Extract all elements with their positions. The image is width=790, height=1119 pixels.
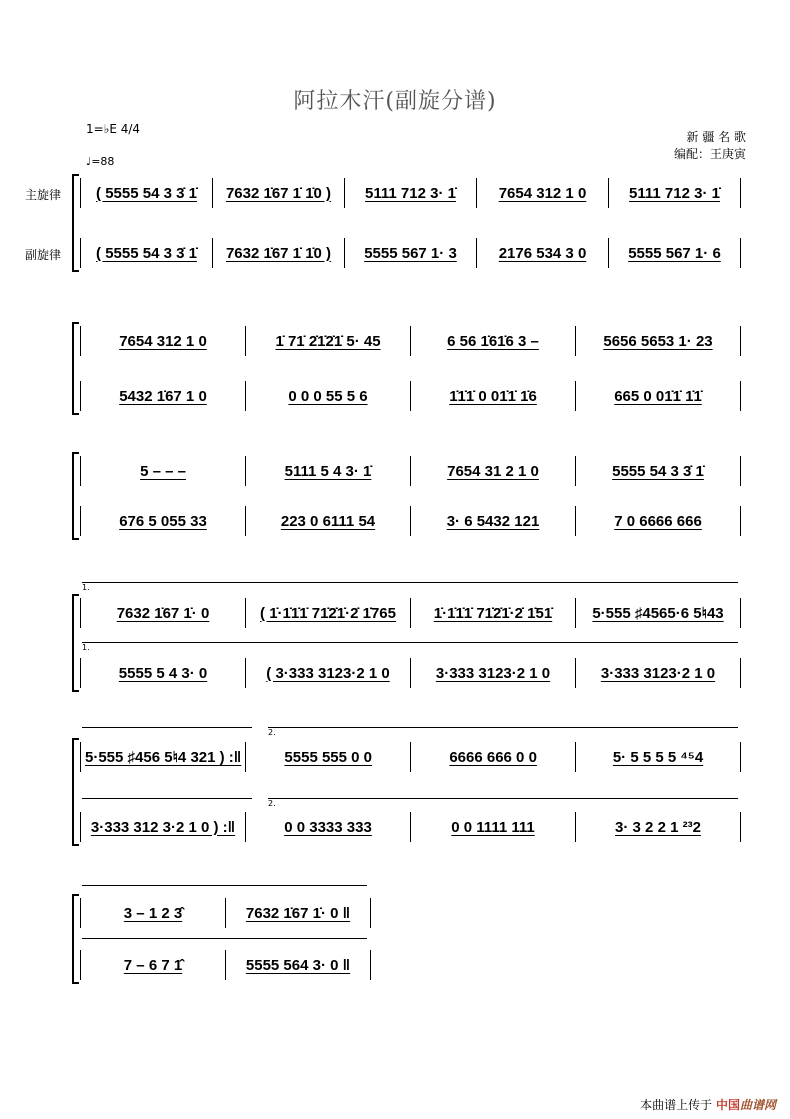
volta-label: 2. — [268, 728, 276, 737]
measure: 3·333 312 3·2 1 0 ) :‖ — [81, 812, 246, 842]
volta-label: 2. — [268, 799, 276, 808]
measure: 665 0 01̇1̇ 1̇1̇ — [576, 381, 741, 411]
measure: 7 0 6666 666 — [576, 506, 741, 536]
volta-2-sub — [268, 798, 738, 808]
measure: 3 – 1 2 3̂ — [81, 898, 226, 928]
site-logo: 中国 — [715, 1098, 740, 1112]
staff-sub-row-4 — [80, 658, 741, 688]
measure: 5111 712 3· 1̇ — [609, 178, 741, 208]
volta-1-main — [82, 582, 738, 592]
measure: 5 – – – — [81, 456, 246, 486]
measure: 1̇·1̇1̇1̇ 71̇2̇1̇·2̇ 1̇51̇ — [411, 598, 576, 628]
score-title: 阿拉木汗(副旋分谱) — [293, 89, 497, 114]
measure: 5555 5 4 3· 0 — [81, 658, 246, 688]
measure: 7 – 6 7 1̂ — [81, 950, 226, 980]
measure: 7632 1̇67 1̇· 0 ‖ — [226, 898, 371, 928]
measure: 3· 3 2 2 1 ²³2 — [576, 812, 741, 842]
footer-text: 本曲谱上传于 — [640, 1098, 713, 1112]
arranger-credit: 编配：王庚寅 — [673, 147, 746, 161]
measure: 1̇1̇1̇ 0 01̇1̇ 1̇6 — [411, 381, 576, 411]
measure: 223 0 6111 54 — [246, 506, 411, 536]
measure: 5·555 ♯4565·6 5♮43 — [576, 598, 741, 628]
measure: 3·333 3123·2 1 0 — [576, 658, 741, 688]
volta-1-end-sub — [82, 798, 252, 799]
measure: 6 56 1̇61̇6 3 – — [411, 326, 576, 356]
measure: 0 0 1111 111 — [411, 812, 576, 842]
staff-main-row-6 — [80, 898, 371, 928]
staff-main-row-4 — [80, 598, 741, 628]
staff-sub-row-5 — [80, 812, 741, 842]
staff-main-row-1 — [25, 178, 741, 208]
tempo-marking: ♩=88 — [86, 155, 115, 168]
staff-bracket — [72, 174, 79, 272]
measure: ( 5555 54 3 3̇ 1̇ — [81, 238, 213, 268]
staff-bracket — [72, 894, 79, 984]
measure: 5·555 ♯456 5♮4 321 ) :‖ — [81, 742, 246, 772]
measure: ( 3·333 3123·2 1 0 — [246, 658, 411, 688]
volta-label: 1. — [82, 643, 90, 652]
measure: 6666 666 0 0 — [411, 742, 576, 772]
measure: 3· 6 5432 121 — [411, 506, 576, 536]
measure: 5555 54 3 3̇ 1̇ — [576, 456, 741, 486]
measure: 5555 555 0 0 — [246, 742, 411, 772]
staff-sub-row-2 — [80, 381, 741, 411]
volta-1-sub — [82, 642, 738, 652]
staff-sub-row-1 — [25, 238, 741, 268]
measure: 5· 5 5 5 5 ⁴⁵4 — [576, 742, 741, 772]
measure: 5656 5653 1· 23 — [576, 326, 741, 356]
staff-bracket — [72, 322, 79, 415]
measure: 3·333 3123·2 1 0 — [411, 658, 576, 688]
staff-bracket — [72, 452, 79, 540]
staff-sub-row-6 — [80, 950, 371, 980]
measure: 676 5 055 33 — [81, 506, 246, 536]
staff-main-row-5 — [80, 742, 741, 772]
part-label-sub: 副旋律 — [25, 248, 62, 262]
measure: 0 0 0 55 5 6 — [246, 381, 411, 411]
measure: 5111 712 3· 1̇ — [345, 178, 477, 208]
site-logo-2: 曲谱网 — [739, 1098, 776, 1112]
staff-main-row-2 — [80, 326, 741, 356]
volta-end-sub — [82, 938, 367, 939]
measure: 0 0 3333 333 — [246, 812, 411, 842]
staff-sub-row-3 — [80, 506, 741, 536]
measure: 5432 1̇67 1 0 — [81, 381, 246, 411]
measure: 7632 1̇67 1̇ 1̇0 ) — [213, 238, 345, 268]
measure: 5555 567 1· 3 — [345, 238, 477, 268]
measure: 5555 567 1· 6 — [609, 238, 741, 268]
volta-end-main — [82, 885, 367, 886]
staff-bracket — [72, 738, 79, 846]
footer-watermark — [640, 1096, 776, 1113]
measure: 1̇ 71̇ 2̇1̇2̇1̇ 5· 45 — [246, 326, 411, 356]
measure: 7654 312 1 0 — [81, 326, 246, 356]
staff-bracket — [72, 594, 79, 692]
measure: ( 5555 54 3 3̇ 1̇ — [81, 178, 213, 208]
volta-label: 1. — [82, 583, 90, 592]
measure: 5111 5 4 3· 1̇ — [246, 456, 411, 486]
measure: 7632 1̇67 1̇ 1̇0 ) — [213, 178, 345, 208]
measure: ( 1̇·1̇1̇1̇ 71̇2̇1̇·2̇ 1̇765 — [246, 598, 411, 628]
measure: 2176 534 3 0 — [477, 238, 609, 268]
volta-1-end-main — [82, 727, 252, 728]
key-signature: 1=♭E 4/4 — [86, 122, 141, 136]
staff-main-row-3 — [80, 456, 741, 486]
origin-credit: 新 疆 名 歌 — [686, 130, 746, 144]
measure: 7654 312 1 0 — [477, 178, 609, 208]
measure: 7654 31 2 1 0 — [411, 456, 576, 486]
volta-2-main — [268, 727, 738, 737]
measure: 5555 564 3· 0 ‖ — [226, 950, 371, 980]
measure: 7632 1̇67 1̇· 0 — [81, 598, 246, 628]
part-label-main: 主旋律 — [25, 188, 62, 202]
